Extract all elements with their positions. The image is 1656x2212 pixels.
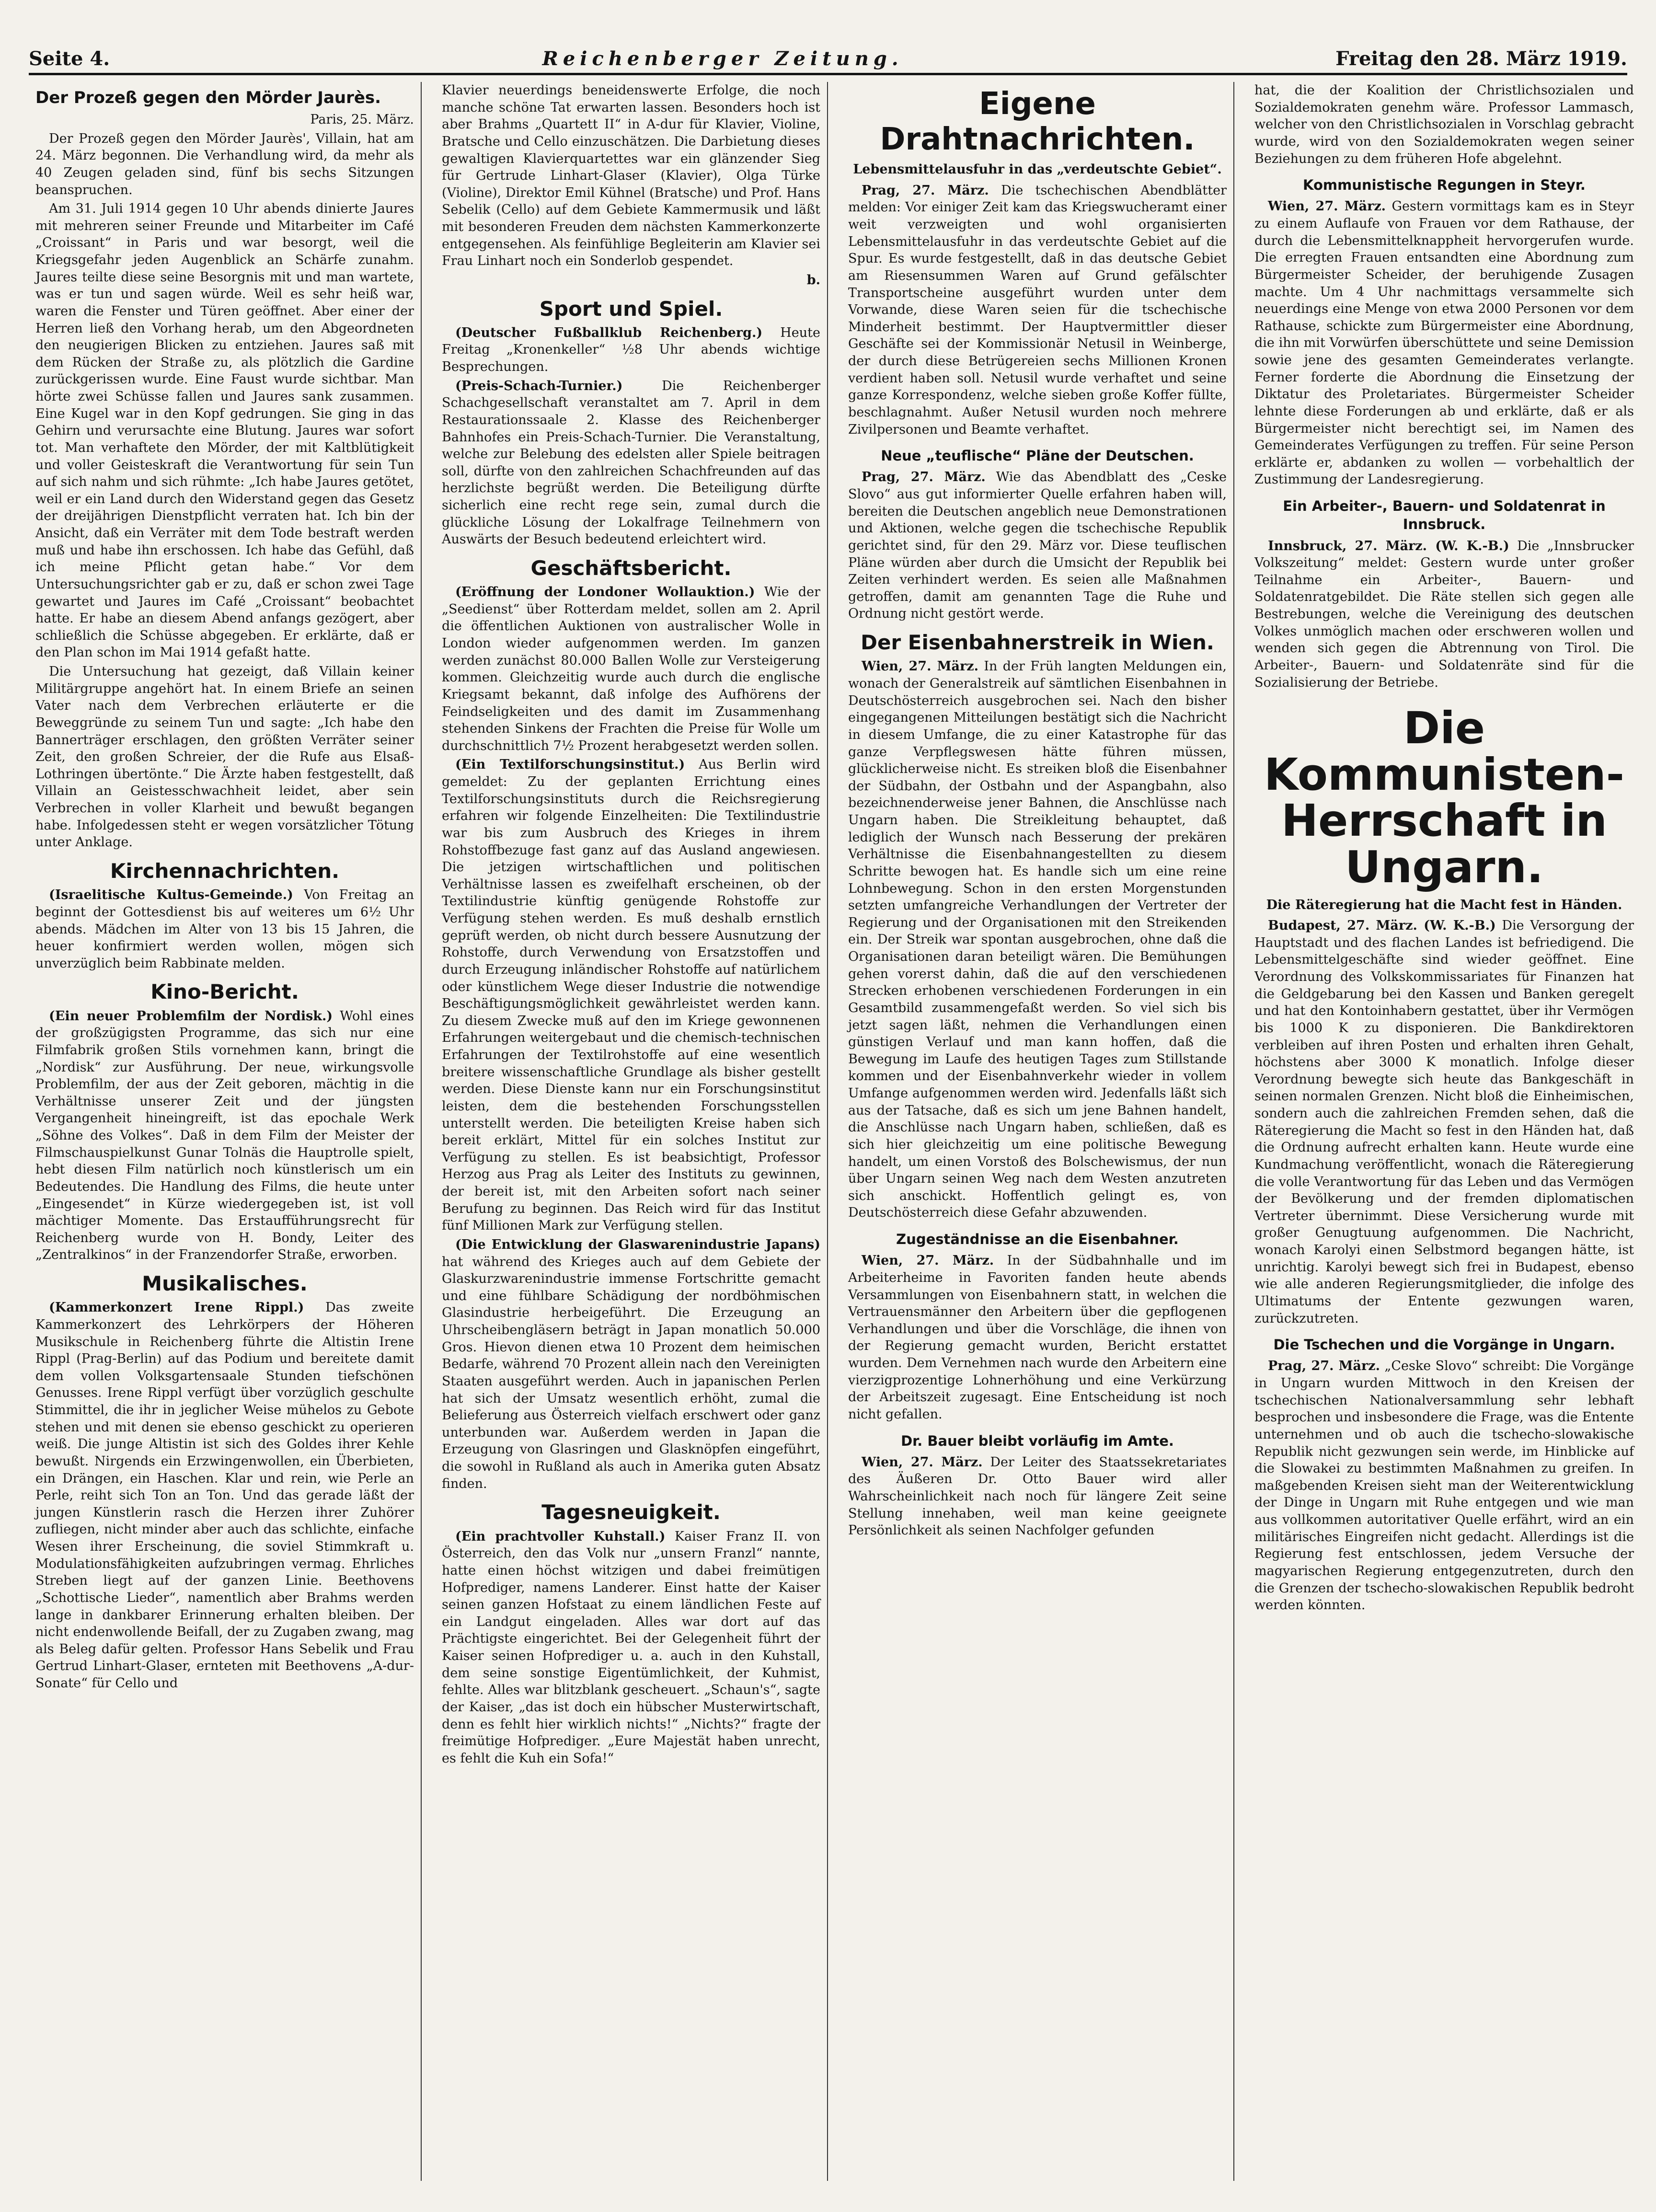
paragraph: [848, 1252, 1227, 1423]
paragraph-body: Gestern vormittags kam es in Steyr zu einem Auflaufe von Frauen vor dem Rathause, der durch die Lebensmittelknappheit hervorgerufen wurde. Die erregten Frauen entsandten eine Abordnung zum Bürgermeister Scheider, der beruhigende Zusagen machte. Um 4 Uhr nachmittags versammelte sich neuerdings eine Menge von etwa 2000 Personen vor dem Rathause, schickte zum Bürgermeister eine Abordnung, die ihn mit Vorwürfen überschüttete und seine Demission sowie jene des gesamten Gemeinderates verlangte. Ferner forderte die Abordnung die Einsetzung der Diktatur des Proletariates. Bürgermeister Scheider lehnte diese Forderungen ab und erklärte, daß er als Bürgermeister nicht berechtigt sei, im Namen des Gemeinderates Verfügungen zu treffen. Für seine Person erklärte er, abdanken zu wollen — vorbehaltlich der Zustimmung der Landesregierung.: [1254, 199, 1634, 487]
paragraph-lead: Wien, 27. März.: [862, 1454, 983, 1470]
article-title: Ein Arbeiter-, Bauern- und Soldatenrat in Innsbruck.: [1283, 498, 1606, 533]
paragraph: [442, 756, 820, 1234]
paragraph-body: Die „Innsbrucker Volkszeitung“ meldet: Gestern wurde unter großer Teilnahme ein Arbeiter-, Bauern- und Soldatenratgebildet. Die Räte stellen sich gegen alle Bestrebungen, welche die Vereinigung des deutschen Volkes unmöglich machen oder erschweren wollen und wenden sich gegen die Abtrennung von Tirol. Die Arbeiter-, Bauern- und Soldatenräte sind für die Sozialisierung der Betriebe.: [1254, 538, 1634, 690]
paragraph: [1254, 917, 1634, 1327]
article-title: Der Prozeß gegen den Mörder Jaurès.: [35, 88, 381, 107]
paragraph: [35, 1008, 414, 1264]
paragraph-lead: Prag, 27. März.: [1268, 1359, 1380, 1374]
paragraph-lead: (Kammerkonzert Irene Rippl.): [49, 1300, 304, 1315]
paragraph-lead: (Preis-Schach-Turnier.): [455, 378, 623, 393]
paragraph: [35, 1299, 414, 1692]
paragraph-lead: (Israelitische Kultus-Gemeinde.): [49, 887, 293, 903]
article-cinema-report: [35, 980, 414, 1264]
article-title: Sport und Spiel.: [539, 297, 723, 321]
paragraph-body: Die Reichenberger Schachgesellschaft veranstaltet am 7. April in dem Restaurationssaale 2. Klasse des Reichenberger Bahnhofes ein Preis-Schach-Turnier. Die Veranstaltung, welche zur Belebung des edelsten aller Spiele beitragen soll, dürfte von den zahlreichen Schachfreunden auf das herzlichste begrüßt werden. Die Beteiligung dürfte sicherlich eine recht rege sein, zumal durch die glückliche Lösung der Lokalfrage Teilnehmern von Auswärts der Besuch bedeutend erleichtert wird.: [442, 378, 820, 547]
paragraph-body: Der Leiter des Staatssekretariates des Äußeren Dr. Otto Bauer wird aller Wahrscheinlichkeit nach noch für längere Zeit seine Stellung innehaben, weil man keine geeignete Persönlichkeit als seinen Nachfolger gefunden: [848, 1454, 1227, 1538]
page-number: Seite 4.: [29, 47, 110, 70]
paragraph-body: „Ceske Slovo“ schreibt: Die Vorgänge in Ungarn wurden Mittwoch in den Kreisen der tschechischen Nationalversammlung sehr lebhaft besprochen und insbesondere die Frage, was die Entente unternehmen und ob auch die tschecho-slowakische Republik nicht gezwungen sein werde, im Hinblicke auf die Slowakei zu bestimmten Maßnahmen zu greifen. In maßgebenden Kreisen sieht man der Weiterentwicklung der Dinge in Ungarn mit Ruhe entgegen und wie man aus vollkommen autoritativer Quelle erfährt, wird an ein militärisches Eingreifen nicht gedacht. Allerdings ist die Regierung fest entschlossen, jedem Versuche der magyarischen Regierung entgegenzutreten, durch den die Grenzen der tschecho-slowakischen Republik bedroht werden könnten.: [1254, 1359, 1634, 1613]
paragraph: Der Prozeß gegen den Mörder Jaurès', Villain, hat am 24. März begonnen. Die Verhandlung wird, da mehr als 40 Zeugen geladen sind, fünf bis sechs Sitzungen beanspruchen.: [35, 131, 414, 197]
article-bauer-stays: [848, 1432, 1227, 1539]
article-bauer-continued: [1254, 82, 1634, 167]
paragraph: [1254, 538, 1634, 691]
article-wire-news: [848, 87, 1227, 438]
paragraph: [442, 378, 820, 548]
masthead: [29, 43, 1627, 75]
paragraph: [1254, 198, 1634, 488]
column-3: [841, 82, 1234, 2181]
paragraph-lead: Wien, 27. März.: [862, 659, 978, 674]
paragraph: hat, die der Koalition der Christlichsozialen und Sozialdemokraten genehm wäre. Professor Lammasch, welcher von den Christlichsozialen in Vorschlag gebracht wurde, wird von den Sozialdemokraten wegen seiner Beziehungen zu dem früheren Hofe abgelehnt.: [1254, 83, 1634, 166]
paragraph: [848, 658, 1227, 1221]
paragraph-lead: Wien, 27. März.: [1268, 199, 1386, 214]
article-jaures-trial: [35, 89, 414, 851]
article-czechs-hungary: [1254, 1336, 1634, 1614]
article-music-continued: [442, 82, 820, 289]
paragraph-body: In der Früh langten Meldungen ein, wonach der Generalstreik auf sämtlichen Eisenbahnen in Deutschösterreich ausgebrochen sei. Nach den bisher eingegangenen Mitteilungen bestätigt sich die Nachricht in diesem Umfange, die zu einer Katastrophe für das ganze Verpflegswesen hätte führen müssen, glücklicherweise nicht. Es streiken bloß die Eisenbahner der Südbahn, der Ostbahn und der Aspangbahn, also bezeichnenderweise jener Bahnen, die Anschlüsse nach Ungarn haben. Die Streikleitung behauptet, daß lediglich der Wunsch nach Besserung der prekären Verhältnisse die Eisenbahnangestellten zu diesem Schritte bewogen hat. Es handle sich um eine reine Lohnbewegung. Schon in den ersten Morgenstunden setzten umfangreiche Verhandlungen der Vertreter der Regierung und der Organisationen mit den Streikenden ein. Der Streik war spontan ausgebrochen, ohne daß die Organisationen daran beteiligt wären. Die Bemühungen gehen vorerst dahin, daß die auf den verschiedenen Strecken erhobenen verschiedenen Forderungen in ein Gesamtbild zusammengefaßt werden. So viel sich bis jetzt sagen läßt, nehmen die Verhandlungen einen günstigen Verlauf und man kann hoffen, daß die Bewegung im Laufe des heutigen Tages zum Stillstande kommen und der Eisenbahnverkehr wieder in vollem Umfange aufgenommen werden wird. Jedenfalls läßt sich aus der Tatsache, daß es sich um jene Bahnen handelt, die Anschlüsse nach Ungarn haben, schließen, daß es sich hier gleichzeitig um eine politische Bewegung handelt, um einen Vorstoß des Bolschewismus, der nun über Ungarn seinen Weg nach dem Westen anzutreten sich anschickt. Hoffentlich gelingt es, von Deutschösterreich diese Gefahr abzuwenden.: [848, 659, 1227, 1221]
paragraph: [442, 584, 820, 754]
column-2: [435, 82, 828, 2181]
article-title: Neue „teuflische“ Pläne der Deutschen.: [881, 448, 1194, 464]
issue-date: Freitag den 28. März 1919.: [1335, 47, 1627, 70]
column-1: [29, 82, 422, 2181]
paragraph-body: Das zweite Kammerkonzert des Lehrkörpers der Höheren Musikschule in Reichenberg führte die Altistin Irene Rippl (Prag-Berlin) auf das Podium und bereitete damit dem vollen Volksgartensaale Stunden tiefschönen Genusses. Irene Rippl verfügt über vorzüglich geschulte Stimmittel, die ihr in jeglicher Weise mühelos zu Gebote stehen und mit denen sie ebenso geschickt zu operieren weiß. Die junge Altistin ist sich des Goldes ihrer Kehle bewußt. Nirgends ein Erzwingenwollen, ein Überbieten, ein Drängen, ein Haschen. Klar und rein, wie Perle an Perle, reiht sich Ton an Ton. Und das gerade läßt der jungen Künstlerin rasch die Herzen ihrer Zuhörer zufliegen, nicht minder aber auch das schlichte, einfache Wesen ihrer Erscheinung, die soviel Stimmkraft u. Modulationsfähigkeiten aufzubringen vermag. Ehrliches Streben liegt auf der ganzen Linie. Beethovens „Schottische Lieder“, namentlich aber Brahms werden lange in dankbarer Erinnerung erhalten bleiben. Der nicht endenwollende Beifall, der zu Zugaben zwang, mag als Beleg dafür gelten. Professor Hans Sebelik und Frau Gertrud Linhart-Glaser, ernteten mit Beethovens „A-dur-Sonate“ für Cello und: [35, 1300, 414, 1691]
article-title: Musikalisches.: [142, 1272, 308, 1296]
columns: [29, 82, 1634, 2181]
article-subtitle: Die Räteregierung hat die Macht fest in Händen.: [1266, 897, 1622, 912]
section-title: Eigene Drahtnachrichten.: [880, 86, 1195, 157]
paragraph-lead: (Deutscher Fußballklub Reichenberg.): [455, 325, 763, 340]
paragraph-body: Aus Berlin wird gemeldet: Zu der geplanten Errichtung eines Textilforschungsinstituts durch die Reichsregierung erfahren wir folgende Einzelheiten: Die Textilindustrie war bis zum Ausbruch des Krieges in ihrem Rohstoffbezuge fast ganz auf das Ausland angewiesen. Die jetzigen wirtschaftlichen und politischen Verhältnisse lassen es zweifelhaft erscheinen, ob der Textilindustrie künftig genügende Rohstoffe zur Verfügung stehen werden. Es muß deshalb ernstlich geprüft werden, ob nicht durch bessere Ausnutzung der Rohstoffe, durch Verwendung von Ersatzstoffen und durch Erzeugung inländischer Rohstoffe auf natürlichem oder künstlichem Wege dieser Industrie die notwendige Beschäftigungsmöglichkeit gewährleistet werden kann. Zu diesem Zwecke muß auf den im Kriege gewonnenen Erfahrungen weitergebaut und die chemisch-technischen Erfahrungen der Textilrohstoffe auf eine wesentlich breitere wissenschaftliche Grundlage als bisher gestellt werden. Diese Dienste kann nur ein Forschungsinstitut leisten, dem die bestehenden Forschungsstellen unterstellt werden. Die beteiligten Kreise haben sich bereit erklärt, Mittel für ein solches Institut zur Verfügung zu stellen. Es ist beabsichtigt, Professor Herzog aus Prag als Leiter des Instituts zu gewinnen, der bereit ist, mit den Arbeiten sofort nach seiner Berufung zu beginnen. Das Reich wird für das Institut fünf Millionen Mark zur Verfügung stellen.: [442, 757, 820, 1233]
paragraph-lead: (Ein prachtvoller Kuhstall.): [455, 1529, 666, 1544]
newspaper-title: Reichenberger Zeitung.: [542, 47, 903, 70]
paragraph: Die Untersuchung hat gezeigt, daß Villain keiner Militärgruppe angehört hat. In einem Briefe an seinen Vater nach dem Verbrechen erläuterte er die Beweggründe zu seinem Tun und sagte: „Ich habe den Bannerträger erschlagen, den größten Verräter seiner Zeit, den großen Schreier, der die Rufe aus Elsaß-Lothringen übertönte.“ Die Ärzte haben festgestellt, daß Villain an Geistesschwachheit leidet, aber sein Verbrechen in voller Klarheit und bewußt begangen habe. Infolgedessen steht er wegen vorsätzlicher Tötung unter Anklage.: [35, 664, 414, 850]
paragraph-body: Wie der „Seedienst“ über Rotterdam meldet, sollen am 2. April die öffentlichen Auktionen von australischer Wolle in London wieder aufgenommen werden. Im ganzen werden zunächst 80.000 Ballen Wolle zur Versteigerung kommen. Gleichzeitig wurde auch durch die englische Kriegsamt bekannt, daß infolge des Aufhörens der Feindseligkeiten und des damit im Zusammenhang stehenden Sinkens der Frachten die Preise für Wolle um durchschnittlich 7½ Prozent herabgesetzt werden sollen.: [442, 585, 820, 753]
paragraph-lead: Prag, 27. März.: [862, 470, 986, 485]
article-devilish-plans: [848, 447, 1227, 622]
article-business: [442, 557, 820, 1492]
paragraph-body: Kaiser Franz II. von Österreich, den das Volk nur „unsern Franzl“ nannte, hatte einen höchst witzigen und dabei freimütigen Hofprediger, namens Landerer. Einst hatte der Kaiser seinen ganzen Hofstaat zu einem ländlichen Feste auf ein Landgut eingeladen. Alles war dort auf das Prächtigste eingerichtet. Bei der Gelegenheit führt der Kaiser seinen Hofprediger u. a. auch in den Kuhstall, dem seine sonstige Eigentümlichkeit, der Kuhmist, fehlte. Alles war blitzblank gescheuert. „Schaun's“, sagte der Kaiser, „das ist doch ein hübscher Musterwirtschaft, denn es fehlt hier wirklich nichts!“ „Nichts?“ fragte der freimütige Hofprediger. „Eure Majestät haben unrecht, es fehlt die Kuh ein Sofa!“: [442, 1529, 820, 1766]
paragraph-body: Wie das Abendblatt des „Ceske Slovo“ aus gut informierter Quelle erfahren haben will, bereiten die Deutschen angeblich neue Demonstrationen und Aktionen, welche gegen die tschechische Republik gerichtet sind, für den 29. März vor. Diese teuflischen Pläne würden aber durch die Umsicht der Republik bei Zeiten verhindert werden. Es seien alle Maßnahmen getroffen, damit am genannten Tage die Ruhe und Ordnung nicht gestört werde.: [848, 470, 1227, 622]
article-title: Kino-Bericht.: [150, 980, 299, 1004]
paragraph-body: Die tschechischen Abendblätter melden: Vor einiger Zeit kam das Kriegswucheramt einer weit verzweigten und wohl organisierten Lebensmittelausfuhr in das verdeutschte Gebiet auf die Spur. Es wurde festgestellt, daß in das deutsche Gebiet am Riesensummen Waren auf Grund gefälschter Transportscheine ausgeführt wurden unter dem Vorwande, diese Waren seien für die tschechische Minderheit bestimmt. Der Hauptvermittler dieser Geschäfte sei der Kommissionär Netusil in Weinberge, der durch diese Betrügereien sechs Millionen Kronen verdient haben soll. Netusil wurde verhaftet und seine ganze Korrespondenz, welche sieben große Koffer füllte, beschlagnahmt. Außer Netusil wurden noch mehrere Zivilpersonen und Beamte verhaftet.: [848, 183, 1227, 437]
paragraph: [442, 1528, 820, 1767]
article-innsbruck-council: [1254, 497, 1634, 691]
dateline: Paris, 25. März.: [310, 112, 414, 127]
article-title: Kommunistische Regungen in Steyr.: [1303, 177, 1586, 194]
paragraph-lead: (Ein neuer Problemfilm der Nordisk.): [49, 1008, 333, 1024]
article-church-news: [35, 860, 414, 972]
paragraph-body: Wohl eines der großzügigsten Programme, das sich nur eine Filmfabrik großen Stils vornehmen kann, bringt die „Nordisk“ zur Ausführung. Der neue, wirkungsvolle Problemfilm, der aus der Zeit geboren, mächtig in die Verhältnisse unserer Zeit und der jüngsten Vergangenheit hineingreift, ist das epochale Werk „Söhne des Volkes“. Daß in dem Film der Meister der Filmschauspielkunst Gunar Tolnäs die Hauptrolle spielt, hebt diesen Film natürlich noch künstlerisch um ein Bedeutendes. Die Handlung des Films, die heute unter „Eingesendet“ in Kürze wiedergegeben ist, ist voll mächtiger Momente. Das Erstaufführungsrecht für Reichenberg wurde von H. Bondy, Leiter des „Zentralkinos“ in der Franzendorfer Straße, erworben.: [35, 1008, 414, 1263]
paragraph: [848, 182, 1227, 438]
column-4: [1248, 82, 1641, 2181]
paragraph: [1254, 1358, 1634, 1613]
article-title: Kirchennachrichten.: [110, 859, 340, 883]
paragraph: [442, 1236, 820, 1492]
paragraph-lead: Prag, 27. März.: [862, 183, 989, 198]
paragraph-body: hat während des Krieges auch auf dem Gebiete der Glaskurzwarenindustrie immense Fortschritte gemacht und eine fühlbare Schädigung der nordböhmischen Glasindustrie herbeigeführt. Die Erzeugung an Uhrscheibengläsern beträgt in Japan monatlich 50.000 Gros. Hievon dienen etwa 10 Prozent dem heimischen Bedarfe, während 70 Prozent allein nach den Vereinigten Staaten ausgeführt werden. Auch in japanischen Perlen hat sich der Umsatz wesentlich erhöht, zumal die Belieferung aus Österreich vielfach erschwert oder ganz unterbunden war. Außerdem werden in Japan die Erzeugung von Glasringen und Glasknöpfen eingeführt, die sowohl in Rußland als auch in Amerika guten Absatz finden.: [442, 1254, 820, 1491]
paragraph-lead: Budapest, 27. März. (W. K.-B.): [1268, 918, 1496, 933]
article-daily-news: [442, 1501, 820, 1767]
paragraph-lead: Innsbruck, 27. März. (W. K.-B.): [1268, 538, 1509, 553]
paragraph: Klavier neuerdings beneidenswerte Erfolge, die noch manche schöne Tat erwarten lassen. Besonders hoch ist aber Brahms „Quartett II“ in A-dur für Klavier, Violine, Bratsche und Cello einzuschätzen. Die Darbietung dieses gewaltigen Klavierquartettes war ein glänzender Sieg für Gertrude Linhart-Glaser (Klavier), Olga Türke (Violine), Direktor Emil Kühnel (Bratsche) und Prof. Hans Sebelik (Cello) auf dem Gebiete Kammermusik und läßt mit besonderen Freuden dem nächsten Kammerkonzerte entgegensehen. Als feinfühlige Begleiterin am Klavier sei Frau Linhart noch ein Sonderlob gespendet.: [442, 83, 820, 269]
article-railway-strike: [848, 631, 1227, 1221]
article-title: Geschäftsbericht.: [530, 556, 732, 580]
article-title: Die Tschechen und die Vorgänge in Ungarn.: [1273, 1336, 1615, 1353]
article-railway-concessions: [848, 1230, 1227, 1423]
article-title: Tagesneuigkeit.: [541, 1500, 721, 1524]
paragraph: [442, 324, 820, 376]
paragraph-body: In der Südbahnhalle und im Arbeiterheime in Favoriten fanden heute abends Versammlungen von Eisenbahnern statt, in welchen die Vertrauensmänner den Arbeitern über die gepflogenen Verhandlungen und über die Vorschläge, die ihnen von der Regierung gemacht wurden, Bericht erstattet wurden. Dem Vernehmen nach wurde den Arbeitern eine vierzigprozentige Lohnerhöhung und eine Verkürzung der Arbeitszeit zugesagt. Eine Entscheidung ist noch nicht gefallen.: [848, 1253, 1227, 1422]
paragraph-lead: (Die Entwicklung der Glaswarenindustrie Japans): [455, 1237, 820, 1252]
paragraph: [848, 469, 1227, 622]
article-title: Die Kommunisten-Herrschaft in Ungarn.: [1264, 703, 1624, 893]
paragraph-lead: Wien, 27. März.: [862, 1253, 994, 1268]
article-title: Zugeständnisse an die Eisenbahner.: [896, 1231, 1179, 1247]
article-title: Dr. Bauer bleibt vorläufig im Amte.: [901, 1432, 1174, 1449]
paragraph-lead: (Eröffnung der Londoner Wollauktion.): [455, 585, 755, 600]
paragraph: [848, 1454, 1227, 1539]
paragraph: Am 31. Juli 1914 gegen 10 Uhr abends dinierte Jaures mit mehreren seiner Freunde und Mitarbeiter im Café „Croissant“ in Paris und war besorgt, weil die Kriegsgefahr jeden Augenblick an Schärfe zunahm. Jaures teilte diese seine Besorgnis mit und man wartete, was er tun und sagen würde. Weil es sehr heiß war, waren die Fenster und Türen geöffnet. Aber einer der Herren ließ den Vorhang herab, um den Abgeordneten den neugierigen Blicken zu entziehen. Jaures saß mit dem Rücken der Straße zu, als plötzlich die Gardine zurückgerissen wurde. Eine Faust wurde sichtbar. Man hörte zwei Schüsse fallen und Jaures sank zusammen. Eine Kugel war in den Kopf gedrungen. Sie ging in das Gehirn und verursachte eine Blutung. Jaures war sofort tot. Man verhaftete den Mörder, der mit Kaltblütigkeit und voller Geisteskraft die Verantwortung für sein Tun auf sich nahm und sich rühmte: „Ich habe Jaures getötet, weil er ein Land durch den Widerstand gegen das Gesetz der dreijährigen Dienstpflicht verraten hat. Ich bin der Ansicht, daß ein Verräter mit dem Tode bestraft werden muß und habe ihn erschossen. Ich habe das Gefühl, daß ich meine Pflicht getan habe.“ Vor dem Untersuchungsrichter gab er zu, daß er schon zwei Tage gewartet und Jaures im Café „Croissant“ beobachtet hatte. Er habe an diesem Abend anfangs gezögert, aber schließlich die Schüsse abgegeben. Er erklärte, daß er den Plan schon im Mai 1914 gefaßt hatte.: [35, 201, 414, 660]
article-steyr: [1254, 176, 1634, 488]
paragraph-body: Die Versorgung der Hauptstadt und des flachen Landes ist befriedigend. Die Lebensmittelgeschäfte sind wieder geöffnet. Eine Verordnung des Volkskommissariates für Finanzen hat die Geldgebarung bei den Kassen und Banken geregelt und hat den Kontoinhabern gestattet, über ihr Vermögen bis 1000 K zu disponieren. Die Bankdirektoren verbleiben auf ihren Posten und erhalten ihren Gehalt, höchstens aber 3000 K monatlich. Infolge dieser Verordnung bewegte sich heute das Bankgeschäft in seinen normalen Grenzen. Nicht bloß die Einheimischen, sondern auch die zahlreichen Fremden sehen, daß die Räteregierung die Macht so fest in den Händen hat, daß die Ordnung aufrecht erhalten kann. Heute wurde eine Kundmachung veröffentlicht, wonach die Räteregierung die volle Verantwortung für das Leben und das Vermögen der Bevölkerung und der fremden diplomatischen Vertreter übernimmt. Diese Versicherung wurde mit großer Genugtuung aufgenommen. Die Nachricht, wonach Karolyi einen Selbstmord begangen hätte, ist unrichtig. Karolyi bewegt sich frei in Budapest, ebenso wie alle anderen Regierungsmitglieder, die infolge des Ultimatums der Entente gezwungen waren, zurückzutreten.: [1254, 918, 1634, 1326]
article-title: Der Eisenbahnerstreik in Wien.: [861, 631, 1214, 655]
paragraph-body: Von Freitag an beginnt der Gottesdienst bis auf weiteres um 6½ Uhr abends. Mädchen im Alter von 13 bis 15 Jahren, die heuer konfirmiert werden wollen, mögen sich unverzüglich beim Rabbinate melden.: [35, 887, 414, 971]
paragraph-lead: (Ein Textilforschungsinstitut.): [455, 757, 685, 772]
article-subtitle: Lebensmittelausfuhr in das „verdeutschte Gebiet“.: [853, 162, 1222, 177]
article-sport: [442, 298, 820, 548]
paragraph: [35, 887, 414, 972]
paragraph-body: Heute Freitag „Kronenkeller“ ½8 Uhr abends wichtige Besprechungen.: [442, 325, 821, 375]
author-signature: b.: [806, 272, 820, 288]
article-music: [35, 1272, 414, 1692]
article-communists-hungary: [1254, 705, 1634, 1327]
